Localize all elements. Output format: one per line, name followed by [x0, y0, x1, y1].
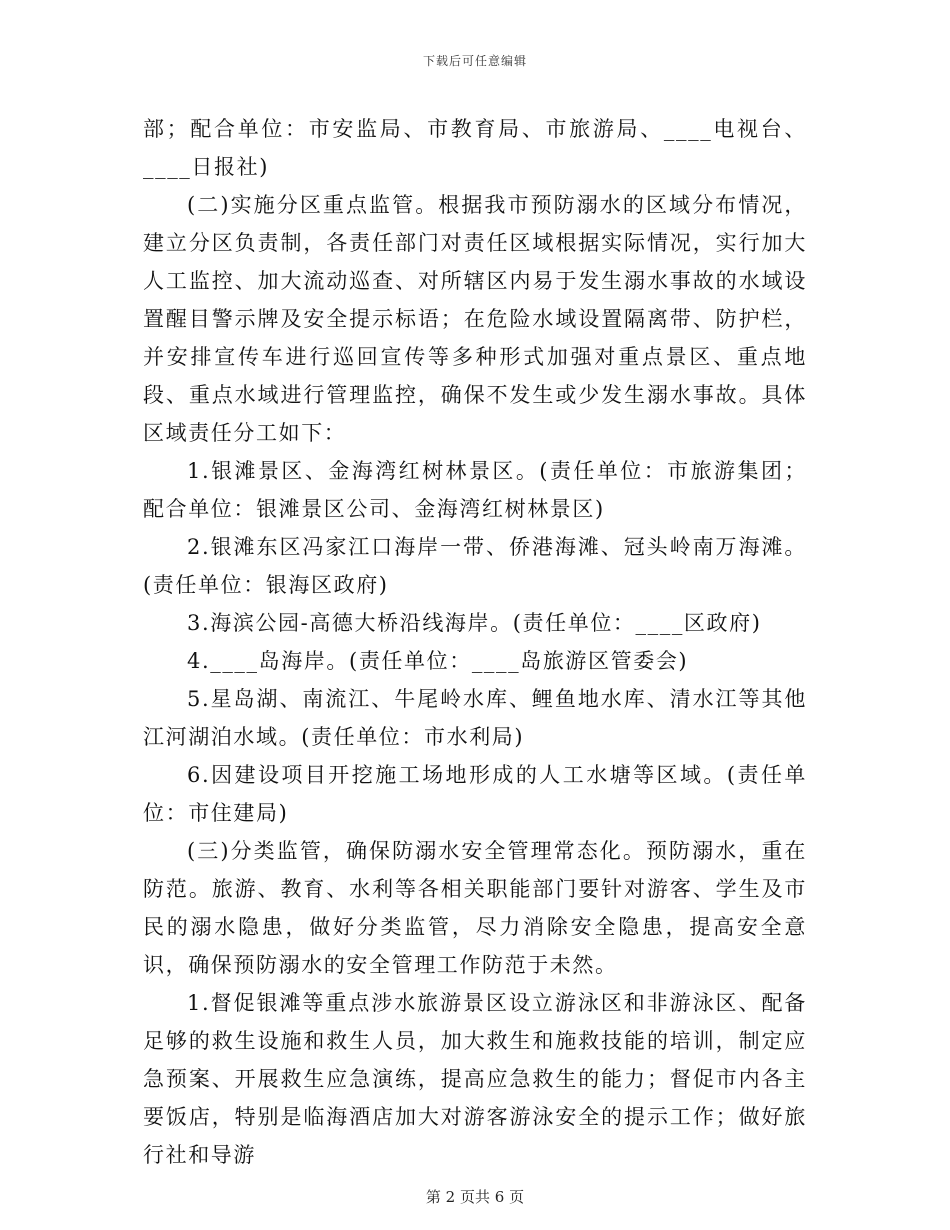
- paragraph: 部；配合单位：市安监局、市教育局、市旅游局、____电视台、____日报社): [143, 117, 807, 179]
- paragraph: (二)实施分区重点监管。根据我市预防溺水的区域分布情况，建立分区负责制，各责任部门对责任区域根据实际情况，实行加大人工监控、加大流动巡查、对所辖区内易于发生溺水事故的水域设置醒目警示牌及安全提示标语；在危险水域设置隔离带、防护栏，并安排宣传车进行巡回宣传等多种形式加强对重点景区、重点地段、重点水域进行管理监控，确保不发生或少发生溺水事故。具体区域责任分工如下：: [143, 193, 807, 445]
- document-body: [143, 110, 807, 1174]
- list-item: 2.银滩东区冯家江口海岸一带、侨港海滩、冠头岭南万海滩。(责任单位：银海区政府): [143, 535, 807, 597]
- list-item: 3.海滨公园-高德大桥沿线海岸。(责任单位：____区政府): [187, 611, 762, 635]
- list-item: 5.星岛湖、南流江、牛尾岭水库、鲤鱼地水库、清水江等其他江河湖泊水域。(责任单位：市水利局): [143, 687, 807, 749]
- page-footer: 第 2 页共 6 页: [425, 1188, 525, 1206]
- list-item: 6.因建设项目开挖施工场地形成的人工水塘等区域。(责任单位：市住建局): [143, 763, 807, 825]
- list-item: 1.银滩景区、金海湾红树林景区。(责任单位：市旅游集团；配合单位：银滩景区公司、金海湾红树林景区): [143, 459, 807, 521]
- paragraph: (三)分类监管，确保防溺水安全管理常态化。预防溺水，重在防范。旅游、教育、水利等各相关职能部门要针对游客、学生及市民的溺水隐患，做好分类监管，尽力消除安全隐患，提高安全意识，确保预防溺水的安全管理工作防范于未然。: [143, 839, 807, 977]
- list-item: 4.____岛海岸。(责任单位：____岛旅游区管委会): [187, 649, 689, 673]
- page-header: 下载后可任意编辑: [422, 54, 527, 68]
- list-item: 1.督促银滩等重点涉水旅游景区设立游泳区和非游泳区、配备足够的救生设施和救生人员，加大救生和施救技能的培训，制定应急预案、开展救生应急演练，提高应急救生的能力；督促市内各主要饭店，特别是临海酒店加大对游客游泳安全的提示工作；做好旅行社和导游: [143, 991, 807, 1167]
